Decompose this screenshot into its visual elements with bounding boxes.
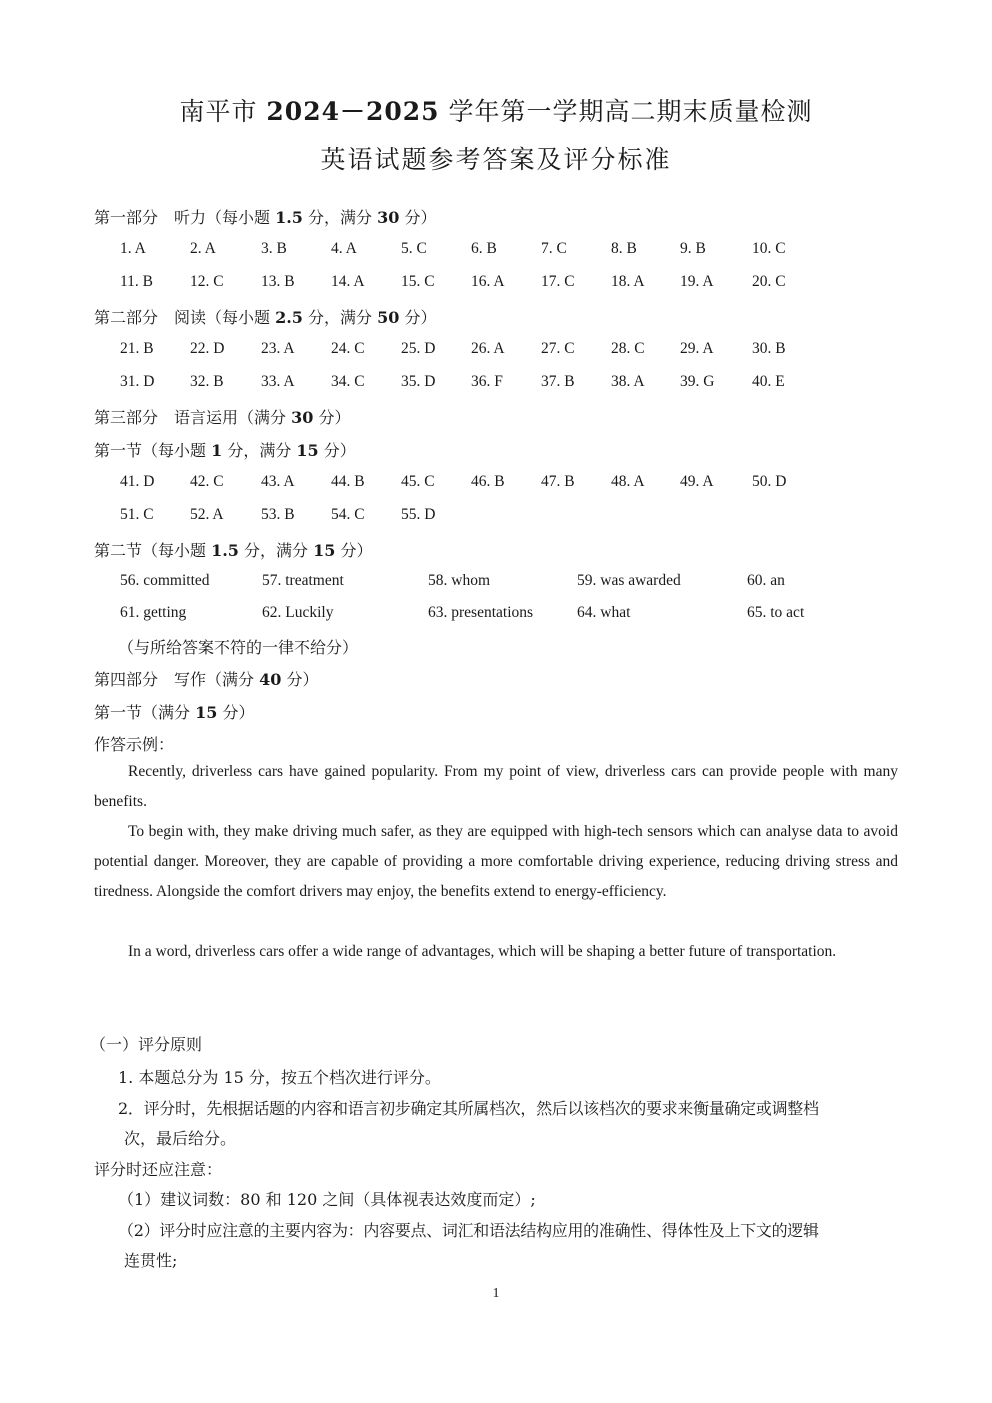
grading-note: （1）建议词数：80 和 120 之间（具体视表达效度而定）; [118,1190,536,1209]
answer-row [0,473,992,495]
section-part3-s2: 第二节（每小题 1.5 分，满分 15 分） [94,541,373,560]
answer-item: 3. B [261,240,287,257]
answer-item: 28. C [611,340,645,357]
answer-item: 15. C [401,273,435,290]
grading-item: 1. 本题总分为 15 分，按五个档次进行评分。 [118,1068,441,1087]
essay-paragraph: In a word, driverless cars offer a wide range of advantages, which will be shaping a better future of transportation. [128,943,837,960]
answer-item: 63. presentations [428,604,534,621]
answer-item: 51. C [120,506,154,523]
answer-item: 34. C [331,373,365,390]
answer-row [0,340,992,362]
answer-item: 62. Luckily [262,604,334,621]
answer-item: 6. B [471,240,497,257]
answer-note: （与所给答案不符的一律不给分） [118,638,359,657]
answer-item: 46. B [471,473,505,490]
section-part4: 第四部分 写作（满分 40 分） [94,670,319,689]
answer-item: 54. C [331,506,365,523]
grading-note: （2）评分时应注意的主要内容为：内容要点、词汇和语法结构应用的准确性、得体性及上下文的逻辑 [118,1221,819,1240]
answer-item: 44. B [331,473,365,490]
answer-item: 43. A [261,473,295,490]
section-part1: 第一部分 听力（每小题 1.5 分，满分 30 分） [94,208,437,227]
grading-item: 2．评分时，先根据话题的内容和语言初步确定其所属档次，然后以该档次的要求来衡量确定或调整档 [118,1099,819,1118]
doc-title: 南平市 2024－2025 学年第一学期高二期末质量检测 [179,97,813,126]
answer-item: 22. D [190,340,225,357]
answer-item: 23. A [261,340,295,357]
answer-item: 50. D [752,473,787,490]
answer-item: 8. B [611,240,637,257]
answer-item: 26. A [471,340,505,357]
answer-item: 49. A [680,473,714,490]
answer-item: 55. D [401,506,436,523]
page-number: 1 [492,1286,500,1301]
grading-item: 次，最后给分。 [124,1129,237,1148]
answer-item: 61. getting [120,604,187,621]
answer-row [0,273,992,295]
answer-item: 60. an [747,572,785,589]
answer-item: 24. C [331,340,365,357]
sample-label: 作答示例： [94,735,175,754]
answer-item: 39. G [680,373,715,390]
answer-item: 33. A [261,373,295,390]
answer-item: 27. C [541,340,575,357]
answer-item: 37. B [541,373,575,390]
answer-item: 11. B [120,273,154,290]
answer-item: 29. A [680,340,714,357]
answer-item: 59. was awarded [577,572,681,589]
section-part3: 第三部分 语言运用（满分 30 分） [94,408,351,427]
answer-item: 42. C [190,473,224,490]
answer-item: 40. E [752,373,785,390]
answer-item: 57. treatment [262,572,344,589]
answer-item: 20. C [752,273,786,290]
answer-item: 38. A [611,373,645,390]
answer-item: 14. A [331,273,365,290]
answer-item: 58. whom [428,572,490,589]
section-part4-s1: 第一节（满分 15 分） [94,703,255,722]
answer-item: 41. D [120,473,155,490]
answer-item: 45. C [401,473,435,490]
answer-item: 64. what [577,604,631,621]
grading-note: 连贯性; [124,1251,178,1270]
answer-item: 1. A [120,240,146,257]
answer-item: 32. B [190,373,224,390]
grading-heading: （一）评分原则 [90,1035,203,1054]
doc-subtitle: 英语试题参考答案及评分标准 [320,145,672,174]
fill-row [0,604,992,626]
answer-item: 56. committed [120,572,210,589]
answer-item: 12. C [190,273,224,290]
answer-item: 30. B [752,340,786,357]
answer-item: 35. D [401,373,436,390]
answer-item: 19. A [680,273,714,290]
essay-paragraph: Recently, driverless cars have gained popularity. From my point of view, driverless cars can provide people with many benefits. [94,763,898,810]
answer-item: 65. to act [747,604,805,621]
answer-item: 9. B [680,240,706,257]
answer-item: 21. B [120,340,154,357]
answer-item: 25. D [401,340,436,357]
answer-row [0,373,992,395]
answer-item: 17. C [541,273,575,290]
answer-item: 2. A [190,240,216,257]
answer-item: 16. A [471,273,505,290]
section-part2: 第二部分 阅读（每小题 2.5 分，满分 50 分） [94,308,437,327]
fill-row [0,572,992,594]
answer-item: 31. D [120,373,155,390]
answer-item: 53. B [261,506,295,523]
essay-paragraph: To begin with, they make driving much safer, as they are equipped with high-tech sensors which can analyse data to avoid potential danger. Moreover, they are capable of providing a more comfortable driving experience, reducing driving stress and tiredness. Alongside the comfort drivers may enjoy, the benefits extend to energy-efficiency. [94,823,898,900]
answer-item: 5. C [401,240,427,257]
answer-item: 52. A [190,506,224,523]
answer-item: 47. B [541,473,575,490]
section-part3-s1: 第一节（每小题 1 分，满分 15 分） [94,441,356,460]
answer-item: 36. F [471,373,503,390]
answer-item: 48. A [611,473,645,490]
grading-also: 评分时还应注意： [94,1160,223,1179]
answer-item: 7. C [541,240,567,257]
answer-item: 18. A [611,273,645,290]
answer-row [0,506,992,528]
answer-item: 4. A [331,240,357,257]
answer-item: 13. B [261,273,295,290]
answer-row [0,240,992,262]
answer-item: 10. C [752,240,786,257]
